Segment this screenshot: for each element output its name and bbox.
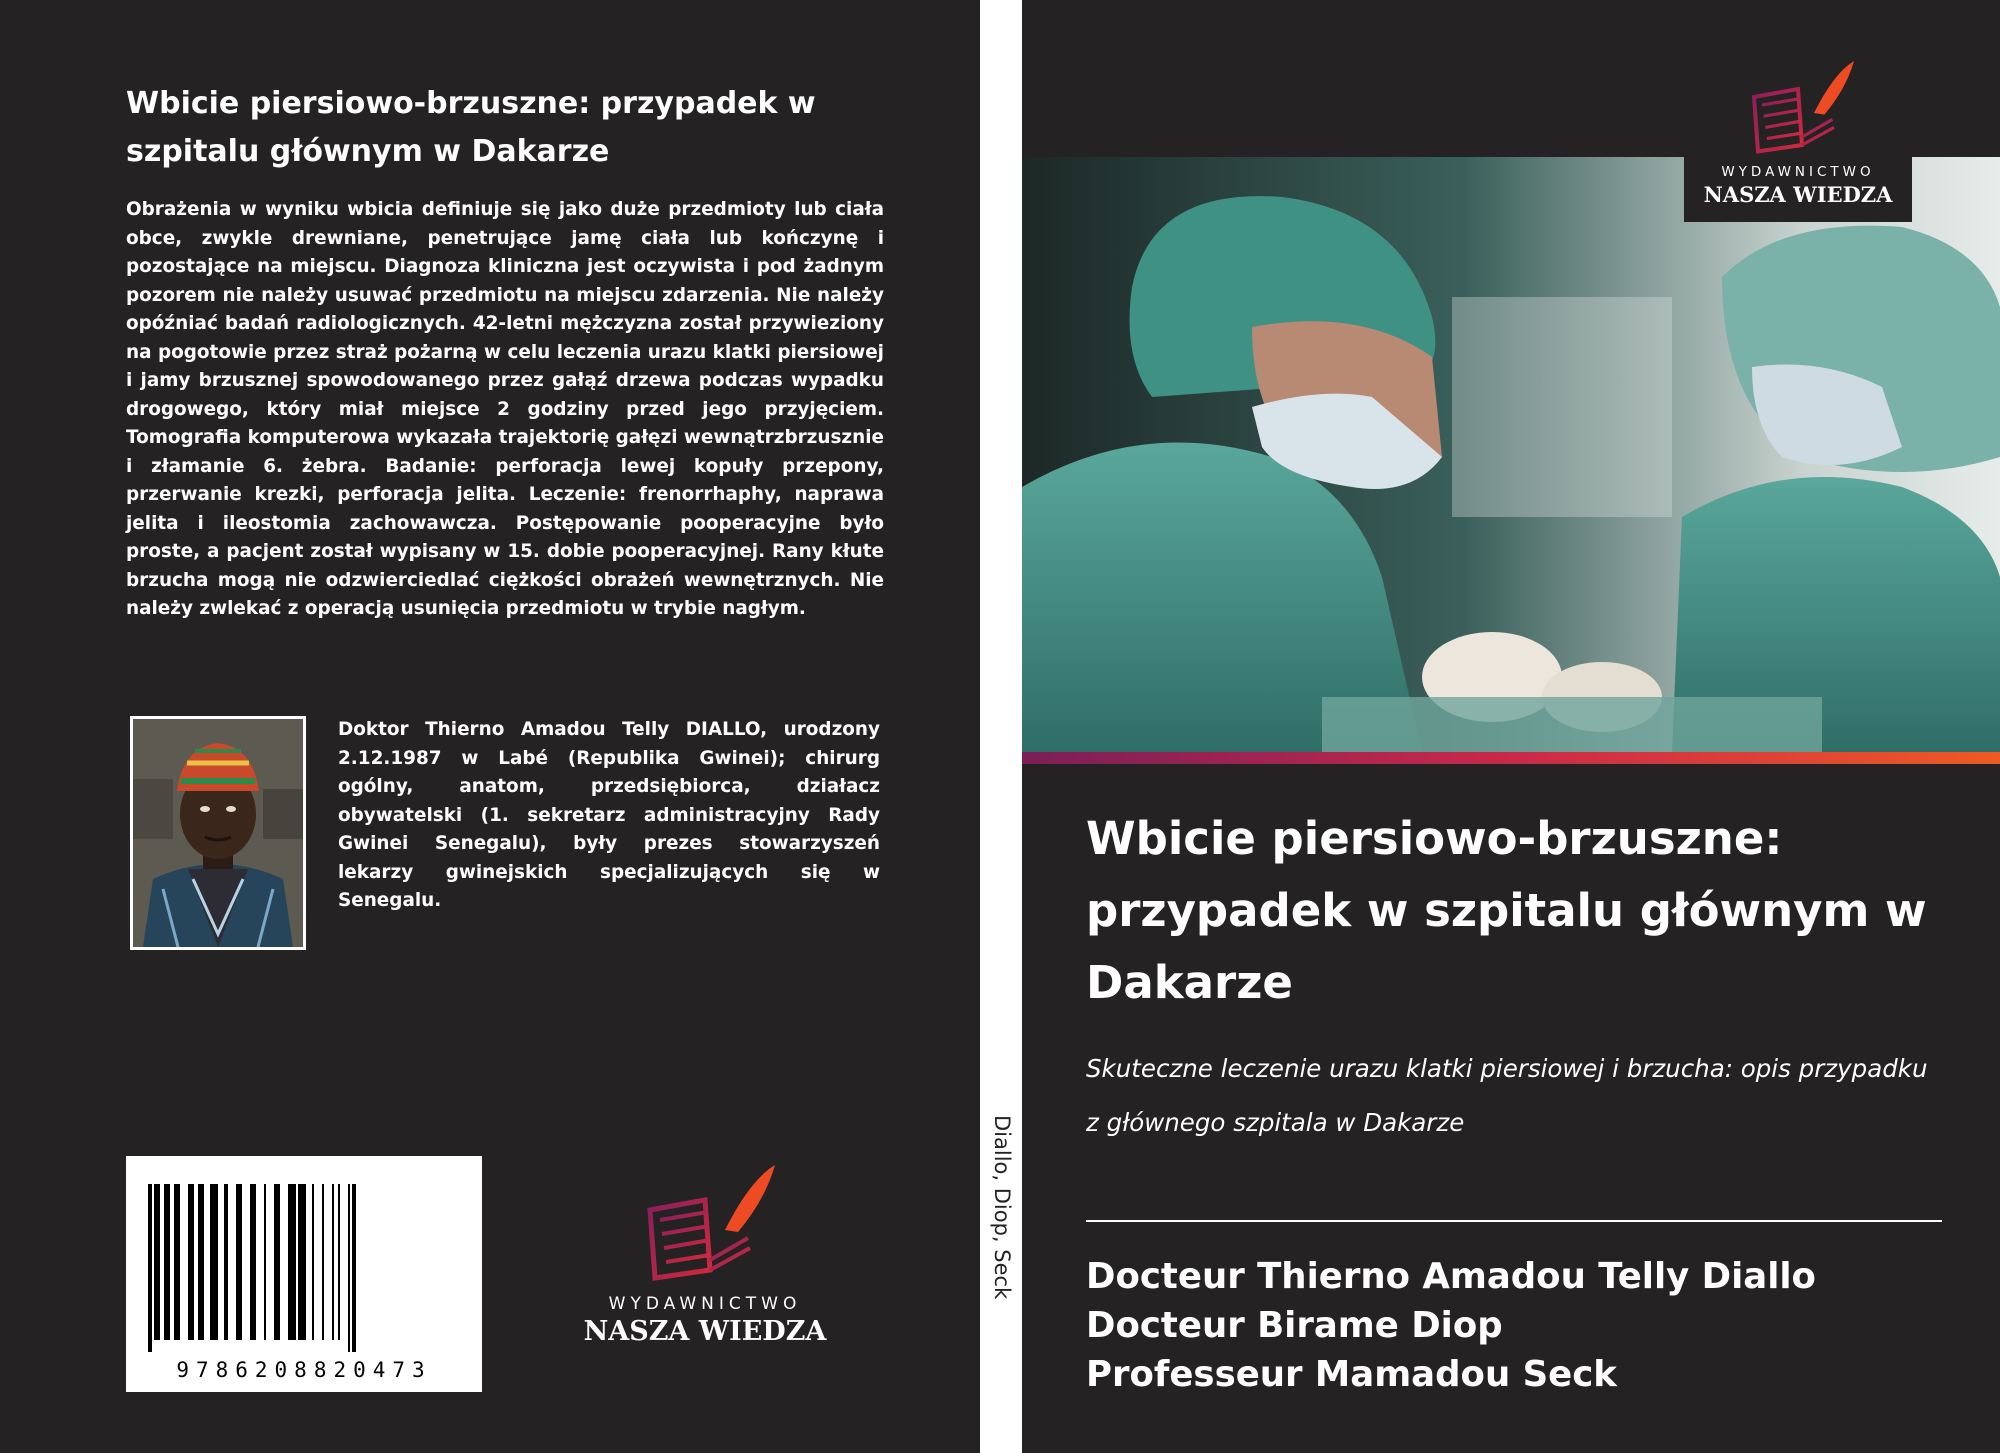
barcode-bar — [274, 1184, 280, 1340]
back-cover-blurb: Obrażenia w wyniku wbicia definiuje się jako duże przedmioty lub ciała obce, zwykle drewniane, penetrujące jamę ciała lub kończynę i pozostające na miejscu. Diagnoza kliniczna jest oczywista i pod żadnym pozorem nie należy usuwać przedmiotu na miejscu zdarzenia. Nie należy opóźniać badań radiologicznych. 42-letni mężczyzna został przywieziony na pogotowie przez straż pożarną w celu leczenia urazu klatki piersiowej i jamy brzusznej spowodowanego przez gałąź drzewa podczas wypadku drogowego, który miał miejsce 2 godziny przed jego przyjęciem. Tomografia komputerowa wykazała trajektorię gałęzi wewnątrzbrzusznie i złamanie 6. żebra. Badanie: perforacja lewej kopuły przepony, przerwanie krezki, perforacja jelita. Leczenie: frenorrhaphy, naprawa jelita i ileostomia zachowawcza. Postępowanie pooperacyjne było proste, a pacjent został wypisany w 15. dobie pooperacyjnej. Rany kłute brzucha mogą nie odzwierciedlać ciężkości obrażeń wewnętrznych. Nie należy zwlekać z operacją usunięcia przedmiotu w trybie nagłym. — [126, 199, 884, 619]
front-publisher-top: WYDAWNICTWO — [1721, 164, 1875, 180]
barcode-bar — [332, 1184, 334, 1340]
author-bio: Doktor Thierno Amadou Telly DIALLO, urodzony 2.12.1987 w Labé (Republika Gwinei); chirurg ogólny, anatom, przedsiębiorca, działacz obywatelski (1. sekretarz administracyjny Rady Gwinei Senegalu), były prezes stowarzyszeń lekarzy gwinejskich specjalizujących się w Senegalu. — [338, 719, 880, 911]
barcode-bar — [236, 1184, 242, 1340]
back-cover-title: Wbicie piersiowo-brzuszne: przypadek w szpitalu głównym w Dakarze — [126, 86, 816, 169]
barcode-bars-icon — [126, 1156, 482, 1356]
front-cover-title: Wbicie piersiowo-brzuszne: przypadek w szpitalu głównym w Dakarze — [1086, 812, 1927, 1009]
front-publisher-logo — [1684, 48, 1912, 222]
spine-authors: Diallo, Diop, Seck — [990, 1115, 1014, 1300]
barcode-bar — [224, 1184, 228, 1340]
barcode-bar — [154, 1184, 160, 1340]
barcode-bar — [348, 1184, 350, 1352]
book-quill-logo-icon — [1738, 54, 1858, 164]
barcode-bar — [198, 1184, 204, 1340]
barcode-bar — [288, 1184, 296, 1340]
author-photo — [130, 716, 306, 950]
cover-photo-surgeons — [1022, 157, 2000, 752]
author-name: Docteur Birame Diop — [1086, 1305, 1503, 1346]
accent-bar — [1022, 752, 2000, 764]
barcode-bar — [352, 1184, 356, 1352]
spine — [980, 0, 1022, 1453]
author-name: Docteur Thierno Amadou Telly Diallo — [1086, 1256, 1816, 1297]
author-name: Professeur Mamadou Seck — [1086, 1354, 1617, 1395]
front-publisher-name: NASZA WIEDZA — [1703, 182, 1893, 207]
author-list — [1086, 1252, 1966, 1399]
isbn-barcode — [126, 1156, 482, 1392]
barcode-bar — [174, 1184, 180, 1340]
back-cover — [0, 0, 980, 1453]
back-publisher-logo — [580, 1160, 830, 1347]
isbn-digits: 9786208820473 — [176, 1358, 432, 1382]
barcode-bar — [148, 1184, 152, 1352]
barcode-bar — [188, 1184, 194, 1340]
barcode-bar — [250, 1184, 256, 1340]
back-publisher-top: WYDAWNICTWO — [608, 1294, 802, 1314]
book-quill-logo-icon — [630, 1160, 780, 1290]
front-cover-subtitle: Skuteczne leczenie urazu klatki piersiowej i brzucha: opis przypadku z głównego szpitala w Dakarze — [1086, 1054, 1928, 1137]
divider-rule — [1086, 1220, 1942, 1222]
author-portrait-icon — [133, 719, 303, 947]
surgeons-illustration-icon — [1022, 157, 2000, 752]
barcode-bar — [264, 1184, 266, 1340]
barcode-bar — [298, 1184, 306, 1340]
barcode-bar — [322, 1184, 324, 1340]
barcode-bar — [312, 1184, 314, 1340]
barcode-bar — [338, 1184, 340, 1340]
barcode-bar — [164, 1184, 170, 1340]
barcode-bar — [210, 1184, 218, 1340]
back-publisher-name: NASZA WIEDZA — [583, 1316, 827, 1347]
front-cover — [1022, 0, 2000, 1453]
